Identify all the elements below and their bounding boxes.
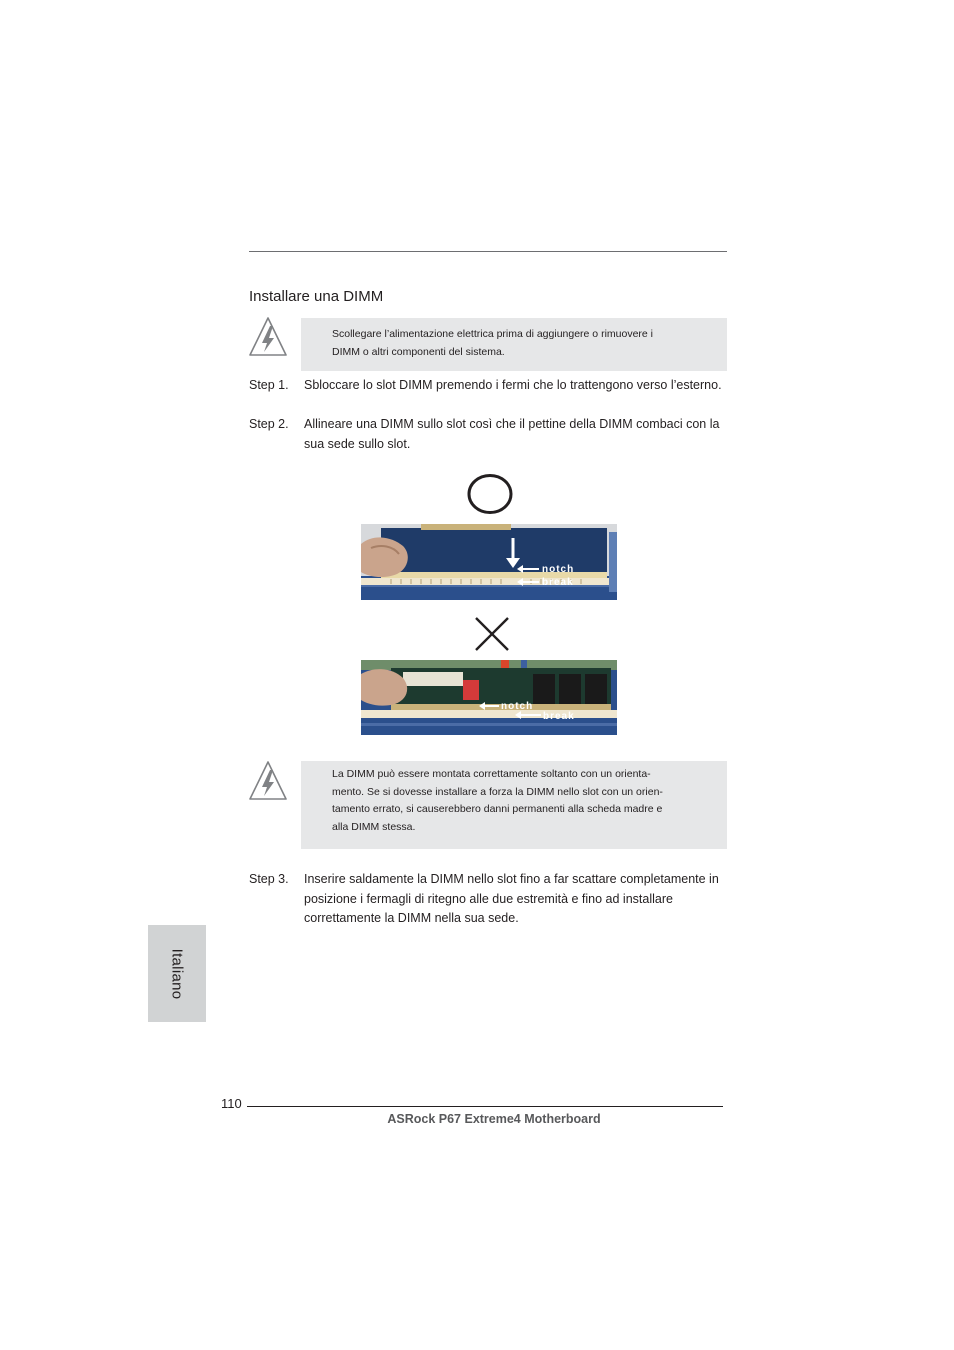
notch-label: notch [542,564,575,575]
section-title: Installare una DIMM [249,288,384,305]
footer-rule [247,1106,723,1107]
step-text: Allineare una DIMM sullo slot così che il pettine della DIMM combaci con la sua sede sullo slot. [304,417,720,451]
step-2 [249,415,729,455]
page-number: 110 [221,1096,242,1111]
step-3 [249,870,729,930]
step-text: Inserire saldamente la DIMM nello slot fino a far scattare completamente in posizione i fermagli di ritegno alle due estremità e fino ad installare correttamente la DIMM nella sua sede. [304,872,719,925]
step-1 [249,376,729,416]
language-tab [148,925,206,1022]
language-tab-label: Italiano [168,948,186,999]
warning-note [301,761,727,849]
step-text: Sbloccare lo slot DIMM premendo i fermi che lo trattengono verso l’esterno. [304,378,722,392]
break-label: break [542,577,574,588]
note-line: tamento errato, si causerebbero danni permanenti alla scheda madre e [332,803,663,815]
step-label: Step 1. [249,378,289,392]
wrong-cross-icon [473,615,511,653]
warning-icon [248,316,288,358]
dimm-correct-photo [361,524,617,600]
dimm-wrong-photo [361,660,617,735]
note-line: mento. Se si dovesse installare a forza la DIMM nello slot con un orien- [332,785,663,798]
break-label: break [543,711,575,722]
notch-label: notch [501,701,534,712]
footer-title: ASRock P67 Extreme4 Motherboard [387,1112,601,1126]
note-line: DIMM o altri componenti del sistema. [332,345,505,358]
note-line: alla DIMM stessa. [332,820,416,833]
step-label: Step 3. [249,872,289,886]
warning-note [301,318,727,371]
correct-circle-icon [467,473,513,515]
step-label: Step 2. [249,417,289,431]
warning-icon [248,760,288,802]
note-line: Scollegare l’alimentazione elettrica prima di aggiungere o rimuovere i [332,328,653,340]
note-line: La DIMM può essere montata correttamente soltanto con un orienta- [332,768,651,780]
header-rule [249,251,727,252]
